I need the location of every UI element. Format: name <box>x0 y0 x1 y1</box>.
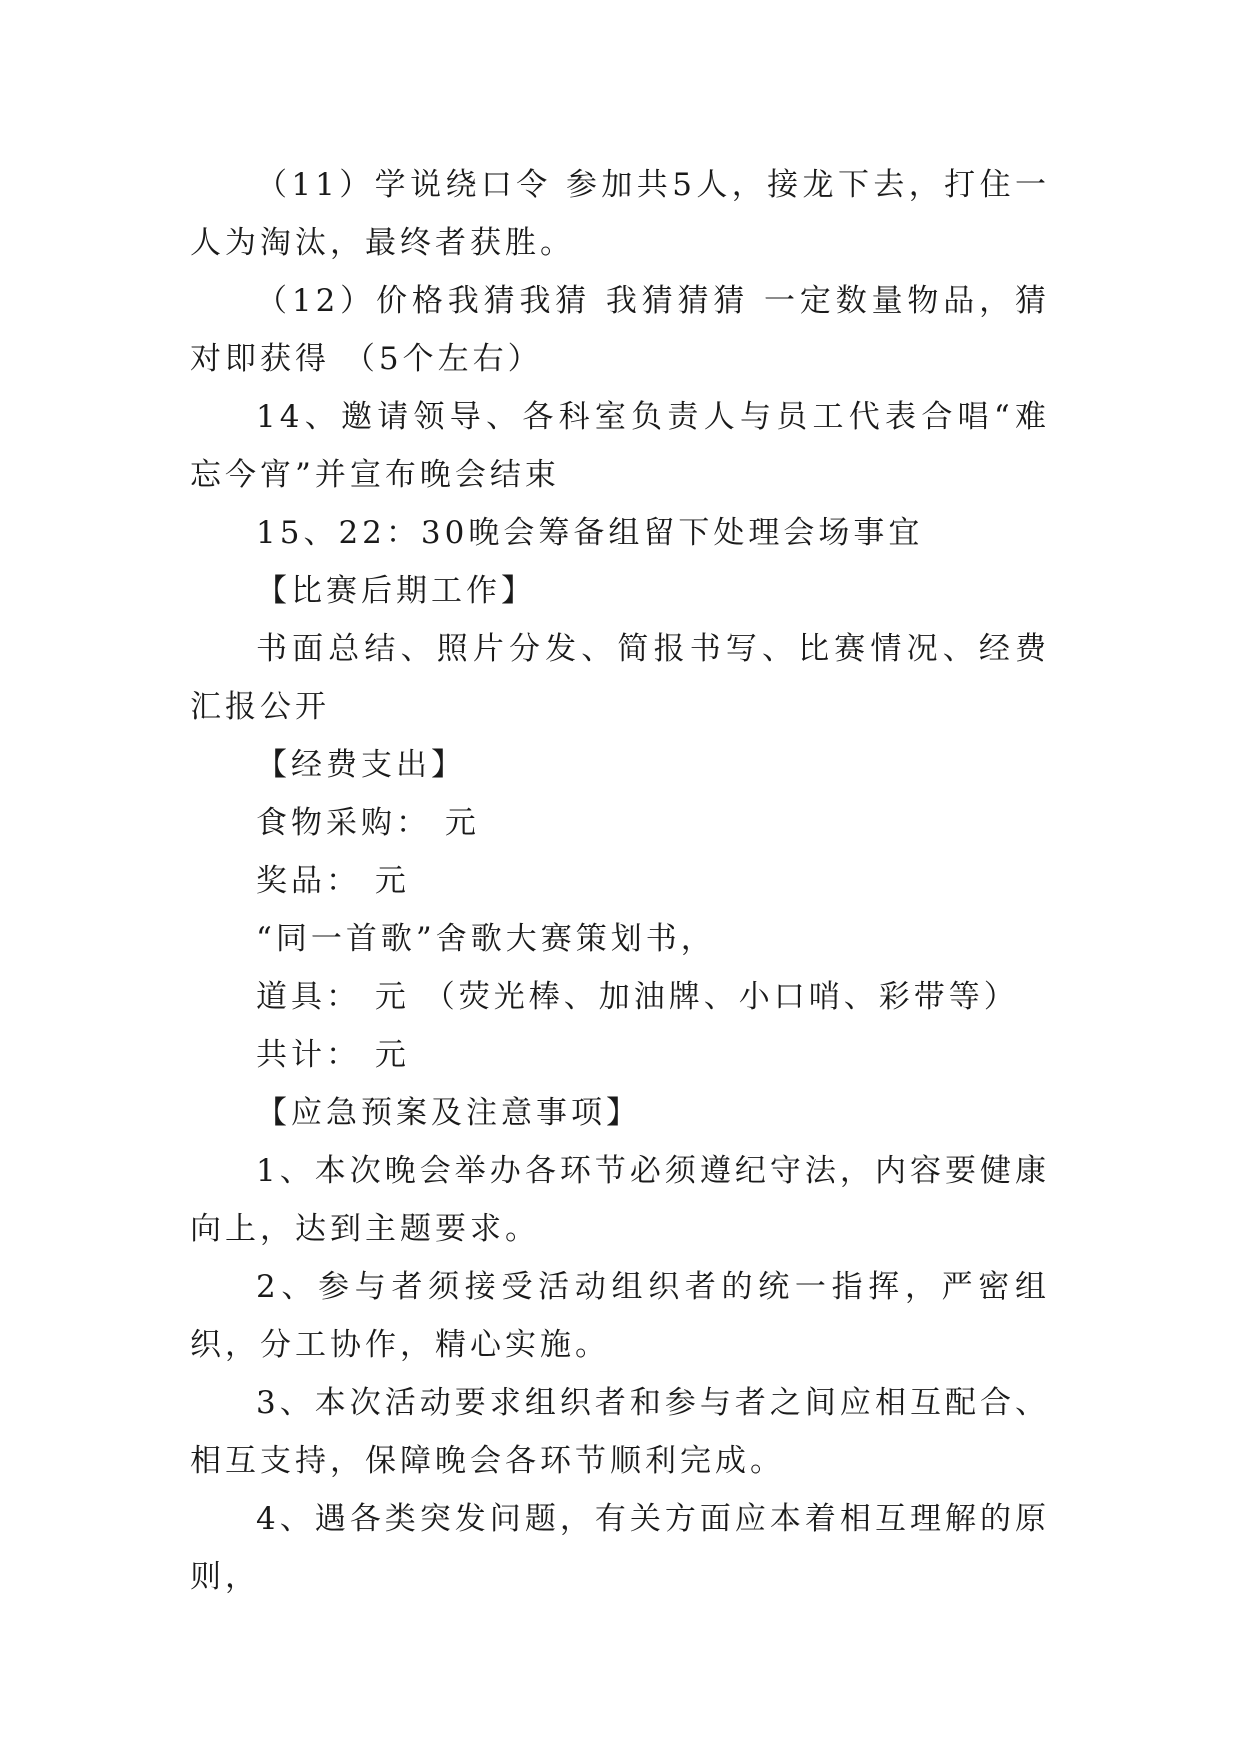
section-heading-emergency: 【应急预案及注意事项】 <box>256 1095 641 1131</box>
paragraph-plan-title: “同一首歌”舍歌大赛策划书， <box>256 921 716 957</box>
paragraph-item-11-tongue-twister: （11）学说绕口令 参加共5人，接龙下去，打住一人为淘汰，最终者获胜。 <box>190 167 1050 261</box>
paragraph-post-work: 书面总结、照片分发、简报书写、比赛情况、经费汇报公开 <box>190 631 1050 725</box>
emergency-item-2: 2、参与者须接受活动组织者的统一指挥，严密组织，分工协作，精心实施。 <box>190 1269 1050 1363</box>
expense-total: 共计： 元 <box>256 1037 410 1073</box>
emergency-item-4: 4、遇各类突发问题，有关方面应本着相互理解的原则， <box>190 1501 1050 1595</box>
paragraph-step-14: 14、邀请领导、各科室负责人与员工代表合唱“难忘今宵”并宣布晚会结束 <box>190 399 1050 493</box>
expense-food: 食物采购： 元 <box>256 805 480 841</box>
section-heading-post-work: 【比赛后期工作】 <box>256 573 536 609</box>
expense-prizes: 奖品： 元 <box>256 863 410 899</box>
emergency-item-1: 1、本次晚会举办各环节必须遵纪守法，内容要健康向上，达到主题要求。 <box>190 1153 1050 1247</box>
paragraph-step-15: 15、22：30晚会筹备组留下处理会场事宜 <box>256 515 924 551</box>
section-heading-expenses: 【经费支出】 <box>256 747 466 783</box>
paragraph-item-12-price-guess: （12）价格我猜我猜 我猜猜猜 一定数量物品，猜对即获得 （5个左右） <box>190 283 1050 377</box>
expense-props: 道具： 元 （荧光棒、加油牌、小口哨、彩带等） <box>256 979 1019 1015</box>
document-body <box>190 156 1050 1606</box>
emergency-item-3: 3、本次活动要求组织者和参与者之间应相互配合、相互支持，保障晚会各环节顺利完成。 <box>190 1385 1050 1479</box>
